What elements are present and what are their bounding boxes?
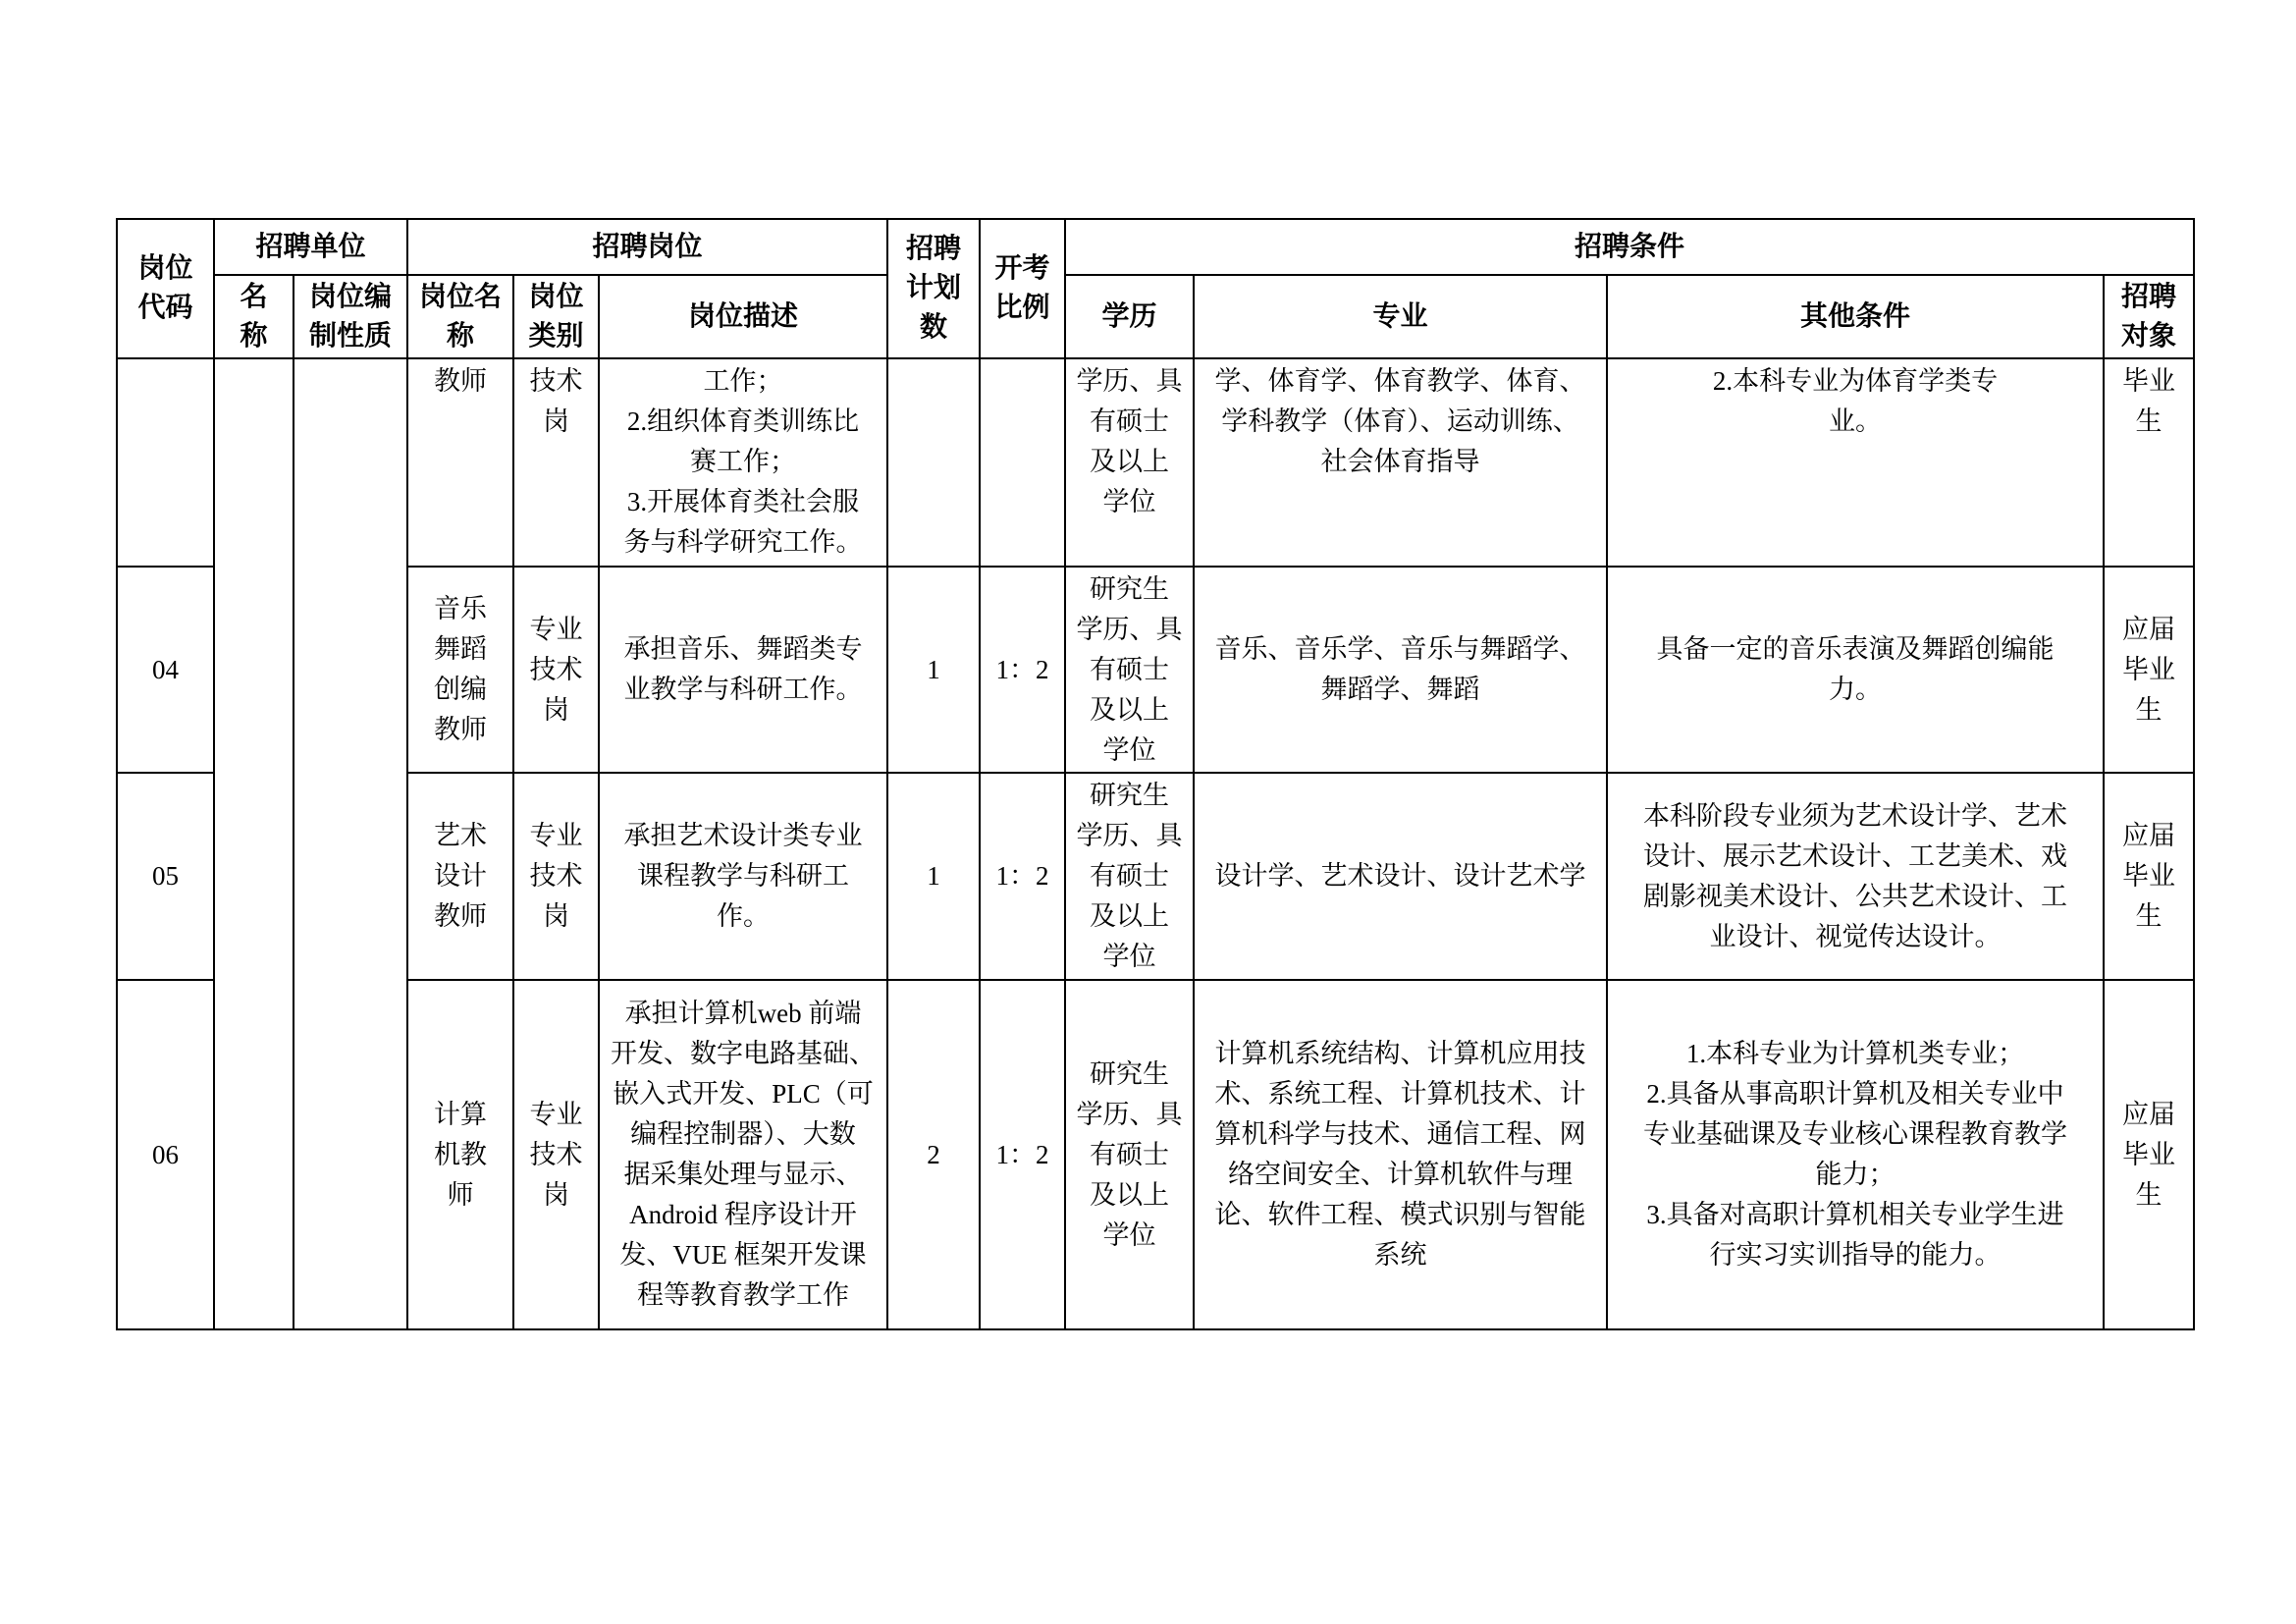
header-major: 专业 [1194, 275, 1607, 358]
header-other-conditions: 其他条件 [1607, 275, 2104, 358]
post-description-cell: 承担音乐、舞蹈类专 业教学与科研工作。 [599, 567, 887, 773]
header-education: 学历 [1065, 275, 1194, 358]
table-row [117, 773, 2194, 980]
exam-ratio-cell: 1：2 [980, 773, 1065, 980]
unit-nature-cell [294, 358, 407, 1329]
major-cell: 计算机系统结构、计算机应用技 术、系统工程、计算机技术、计 算机科学与技术、通信工程、网 络空间安全、计算机软件与理 论、软件工程、模式识别与智能 系统 [1194, 980, 1607, 1329]
plan-count-cell: 1 [887, 773, 980, 980]
post-description-cell: 承担计算机web 前端 开发、数字电路基础、 嵌入式开发、PLC（可 编程控制器）、大数 据采集处理与显示、 Android 程序设计开 发、VUE 框架开发课 程等教育教学工作 [599, 980, 887, 1329]
header-post-code: 岗位 代码 [117, 219, 214, 358]
table-header [117, 219, 2194, 358]
target-cell: 毕业 生 [2104, 358, 2194, 567]
recruitment-table [116, 218, 2195, 1330]
post-code-cell [117, 358, 214, 567]
major-cell: 学、体育学、体育教学、体育、 学科教学（体育）、运动训练、 社会体育指导 [1194, 358, 1607, 567]
post-code-cell: 05 [117, 773, 214, 980]
plan-count-cell: 2 [887, 980, 980, 1329]
header-recruiting-unit: 招聘单位 [214, 219, 407, 275]
header-unit-name: 名 称 [214, 275, 294, 358]
post-name-cell: 艺术 设计 教师 [407, 773, 513, 980]
education-cell: 研究生 学历、具 有硕士 及以上 学位 [1065, 980, 1194, 1329]
major-cell: 设计学、艺术设计、设计艺术学 [1194, 773, 1607, 980]
header-row-1 [117, 219, 2194, 275]
table-row [117, 358, 2194, 567]
education-cell: 学历、具 有硕士 及以上 学位 [1065, 358, 1194, 567]
major-cell: 音乐、音乐学、音乐与舞蹈学、 舞蹈学、舞蹈 [1194, 567, 1607, 773]
unit-name-cell [214, 358, 294, 1329]
header-target: 招聘 对象 [2104, 275, 2194, 358]
post-type-cell: 专业 技术 岗 [513, 773, 599, 980]
header-recruiting-post: 招聘岗位 [407, 219, 887, 275]
education-cell: 研究生 学历、具 有硕士 及以上 学位 [1065, 567, 1194, 773]
target-cell: 应届 毕业 生 [2104, 980, 2194, 1329]
post-description-cell: 工作； 2.组织体育类训练比 赛工作； 3.开展体育类社会服 务与科学研究工作。 [599, 358, 887, 567]
post-name-cell: 计算 机教 师 [407, 980, 513, 1329]
target-cell: 应届 毕业 生 [2104, 567, 2194, 773]
post-description-cell: 承担艺术设计类专业 课程教学与科研工 作。 [599, 773, 887, 980]
plan-count-cell [887, 358, 980, 567]
other-conditions-cell: 具备一定的音乐表演及舞蹈创编能 力。 [1607, 567, 2104, 773]
header-plan-count: 招聘 计划 数 [887, 219, 980, 358]
header-row-2 [117, 275, 2194, 358]
table-body [117, 358, 2194, 1329]
exam-ratio-cell [980, 358, 1065, 567]
table-row [117, 980, 2194, 1329]
header-exam-ratio: 开考 比例 [980, 219, 1065, 358]
post-type-cell: 专业 技术 岗 [513, 567, 599, 773]
table-row [117, 567, 2194, 773]
education-cell: 研究生 学历、具 有硕士 及以上 学位 [1065, 773, 1194, 980]
other-conditions-cell: 2.本科专业为体育学类专 业。 [1607, 358, 2104, 567]
exam-ratio-cell: 1：2 [980, 980, 1065, 1329]
exam-ratio-cell: 1：2 [980, 567, 1065, 773]
post-name-cell: 音乐 舞蹈 创编 教师 [407, 567, 513, 773]
header-recruiting-conditions: 招聘条件 [1065, 219, 2194, 275]
target-cell: 应届 毕业 生 [2104, 773, 2194, 980]
plan-count-cell: 1 [887, 567, 980, 773]
post-code-cell: 04 [117, 567, 214, 773]
header-post-name: 岗位名 称 [407, 275, 513, 358]
post-name-cell: 教师 [407, 358, 513, 567]
post-code-cell: 06 [117, 980, 214, 1329]
post-type-cell: 专业 技术 岗 [513, 980, 599, 1329]
post-type-cell: 技术 岗 [513, 358, 599, 567]
header-post-description: 岗位描述 [599, 275, 887, 358]
other-conditions-cell: 本科阶段专业须为艺术设计学、艺术 设计、展示艺术设计、工艺美术、戏 剧影视美术设计、公共艺术设计、工 业设计、视觉传达设计。 [1607, 773, 2104, 980]
other-conditions-cell: 1.本科专业为计算机类专业； 2.具备从事高职计算机及相关专业中 专业基础课及专业核心课程教育教学 能力； 3.具备对高职计算机相关专业学生进 行实习实训指导的能力。 [1607, 980, 2104, 1329]
header-unit-nature: 岗位编 制性质 [294, 275, 407, 358]
header-post-type: 岗位 类别 [513, 275, 599, 358]
